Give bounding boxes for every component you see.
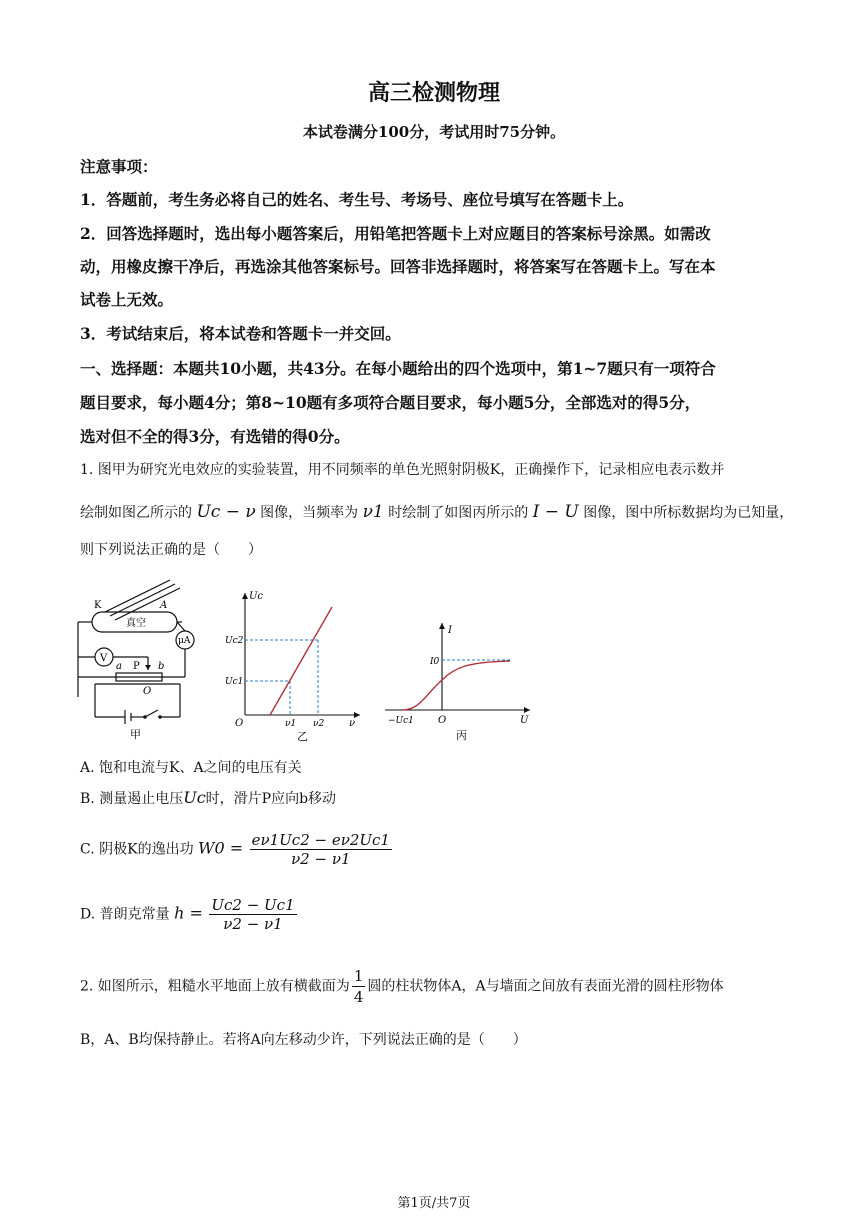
q1-stem-line3: 则下列说法正确的是（ ） [80,542,262,558]
exam-info: 本试卷满分100分，考试用时75分钟。 [302,123,566,141]
notice-item: 3．考试结束后，将本试卷和答题卡一并交回。 [80,324,401,343]
label-p: P [133,661,140,672]
i-u-symbol: I − U [532,502,579,522]
q1-text: 时绘制了如图丙所示的 [388,505,529,521]
formula-lhs: h = [174,903,203,923]
figure-yi-graph [225,585,370,745]
q1-option-d [80,896,299,933]
tick-uc1: Uc1 [225,677,244,687]
q1-stem-line1: 1. 图甲为研究光电效应的实验装置，用不同频率的单色光照射阴极K，正确操作下，记录相应电表示数并 [80,462,725,478]
q1-option-b [80,788,336,808]
tick-v1: ν1 [285,719,297,729]
label-vacuum: 真空 [126,618,146,629]
caption-yi: 乙 [297,730,308,743]
q1-option-c [80,831,394,868]
quarter-fraction [352,966,366,1007]
notice-item: 2．回答选择题时，选出每小题答案后，用铅笔把答题卡上对应题目的答案标号涂黑。如需改 [80,224,711,243]
numerator: Uc2 − Uc1 [211,896,295,914]
light-ray [115,588,180,620]
denominator: 4 [353,988,364,1006]
caption-bing: 丙 [456,729,467,742]
section-instruction: 题目要求，每小题4分；第8~10题有多项符合题目要求，每小题5分，全部选对的得5分， [80,393,701,412]
label-b-end: b [158,661,165,672]
denominator: ν2 − ν1 [223,915,283,933]
tick-uc2: Uc2 [225,636,244,646]
option-text: 时，滑片P应向b移动 [205,791,337,807]
x-label: U [520,715,529,726]
formula-fraction [209,896,296,933]
page-number: 第1页/共7页 [397,1196,471,1211]
origin: O [235,718,244,729]
nu1-symbol: ν1 [362,502,384,522]
tick-i0: I0 [430,657,440,667]
numerator: eν1Uc2 − eν2Uc1 [251,831,390,849]
q2-text: 2. 如图所示，粗糙水平地面上放有横截面为 [80,978,350,995]
section-instruction: 选对但不全的得3分，有选错的得0分。 [80,427,350,446]
uc-v-symbol: Uc − ν [196,502,256,522]
y-label: Uc [249,591,264,602]
option-text: B. 测量遏止电压 [80,791,184,807]
label-k: K [94,600,102,611]
formula-lhs: W0 = [198,838,244,858]
y-label: I [448,625,452,636]
formula-fraction [250,831,392,868]
tick-neg-uc1: −Uc1 [388,716,414,726]
option-text: C. 阴极K的逸出功 [80,841,194,858]
figure-jia-circuit [70,572,220,742]
q2-stem-line1 [80,966,724,1007]
label-a-end: a [116,661,122,672]
label-a: A [160,600,168,611]
tick-v2: ν2 [313,719,325,729]
uc-symbol: Uc [183,788,206,807]
i-u-curve [402,661,510,710]
notice-item: 1．答题前，考生务必将自己的姓名、考生号、考场号、座位号填写在答题卡上。 [80,190,634,209]
notice-item: 动，用橡皮擦干净后，再选涂其他答案标号。回答非选择题时，将答案写在答题卡上。写在本 [80,257,716,276]
denominator: ν2 − ν1 [291,850,351,868]
uc-v-line [270,607,332,715]
q1-text: 绘制如图乙所示的 [80,505,192,521]
x-label: ν [349,718,356,729]
label-o: O [143,686,152,697]
q1-option-a: A. 饱和电流与K、A之间的电压有关 [80,760,302,776]
figure-bing-graph [380,615,535,745]
option-text: D. 普朗克常量 [80,906,170,923]
caption-jia: 甲 [130,728,141,741]
q1-text: 图像，图中所标数据均为已知量， [583,505,794,521]
label-ua: μA [178,636,191,646]
label-v: V [100,653,108,664]
numerator: 1 [353,967,364,985]
q1-text: 图像，当频率为 [260,505,359,521]
q2-stem-line2: B，A、B均保持静止。若将A向左移动少许，下列说法正确的是（ ） [80,1032,527,1048]
section-instruction: 一、选择题：本题共10小题，共43分。在每小题给出的四个选项中，第1~7题只有一项符合 [80,359,716,378]
page-title: 高三检测物理 [367,80,500,106]
switch [145,710,158,717]
q1-stem-line2 [80,502,793,523]
origin: O [438,715,447,726]
notice-item: 试卷上无效。 [80,290,174,309]
q2-text: 圆的柱状物体A，A与墙面之间放有表面光滑的圆柱形物体 [367,978,724,995]
notice-heading: 注意事项： [80,157,158,176]
